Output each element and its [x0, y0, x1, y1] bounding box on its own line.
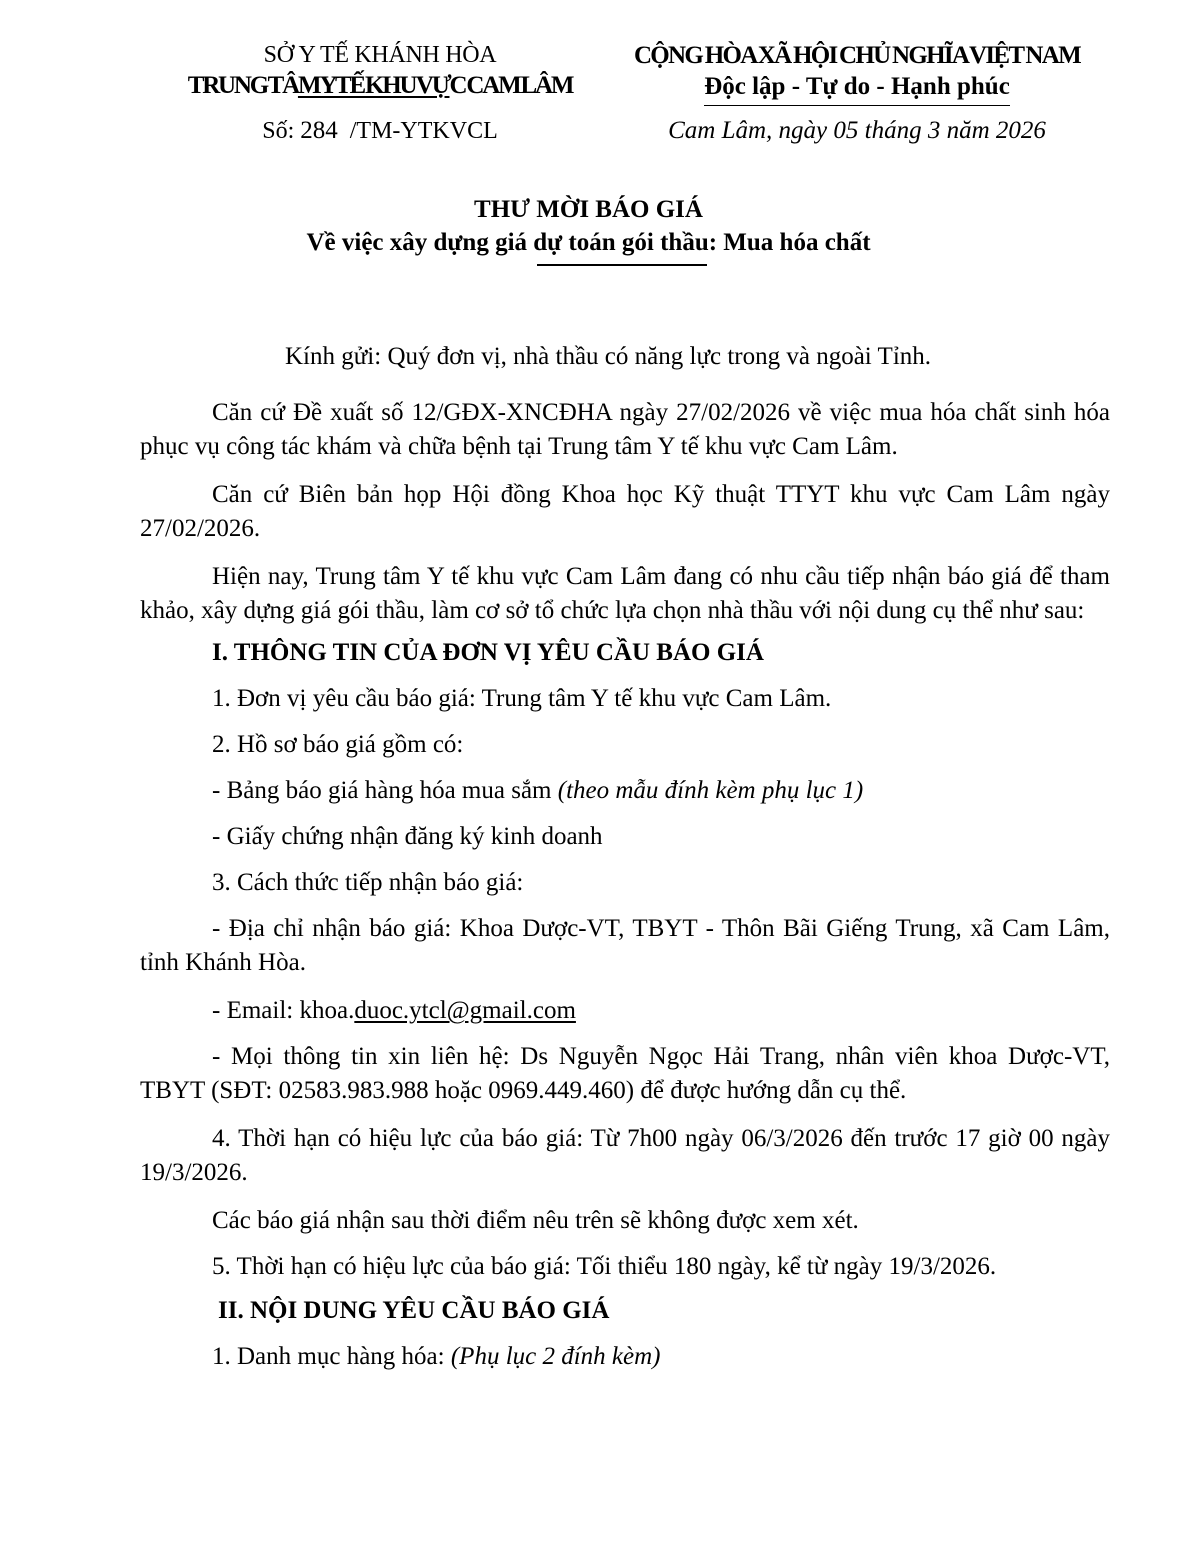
section-1-item-2b: - Giấy chứng nhận đăng ký kinh doanh: [212, 823, 603, 850]
address-paragraph: - Địa chỉ nhận báo giá: Khoa Dược-VT, TBYT - Thôn Bãi Giếng Trung, xã Cam Lâm, tỉnh Khánh Hòa.: [140, 915, 1110, 976]
organization-name: [150, 70, 610, 102]
national-motto: Độc lập - Tự do - Hạnh phúc: [704, 72, 1010, 106]
doc-number-value: 284: [300, 117, 338, 144]
item-2a-italic: (theo mẫu đính kèm phụ lục 1): [557, 777, 864, 804]
dateline: Cam Lâm, ngày 05 tháng 3 năm 2026: [668, 117, 1046, 144]
document-subtitle: Về việc xây dựng giá dự toán gói thầu: Mua hóa chất: [306, 229, 871, 256]
paragraph-request: Hiện nay, Trung tâm Y tế khu vực Cam Lâm đang có nhu cầu tiếp nhận báo giá để tham khảo, xây dựng giá gói thầu, làm cơ sở tổ chức lựa chọn nhà thầu với nội dung cụ thể như sau:: [140, 563, 1110, 624]
document-title: THƯ MỜI BÁO GIÁ: [474, 196, 703, 223]
item-2a-text: - Bảng báo giá hàng hóa mua sắm: [212, 777, 558, 804]
title-divider: [537, 264, 707, 266]
greeting: Kính gửi: Quý đơn vị, nhà thầu có năng lực trong và ngoài Tỉnh.: [285, 343, 932, 370]
email-label: - Email: khoa.: [212, 997, 355, 1024]
section-2-item-1-text: 1. Danh mục hàng hóa:: [212, 1343, 451, 1370]
agency-name: SỞ Y TẾ KHÁNH HÒA: [263, 42, 497, 68]
section-1-item-4: 4. Thời hạn có hiệu lực của báo giá: Từ 7h00 ngày 06/3/2026 đến trước 17 giờ 00 ngày 19/3/2026.: [140, 1125, 1110, 1186]
organization-prefix: TRUNG TÂ: [187, 72, 298, 99]
section-2-heading: II. NỘI DUNG YÊU CẦU BÁO GIÁ: [218, 1297, 610, 1324]
contact-paragraph: - Mọi thông tin xin liên hệ: Ds Nguyễn Ngọc Hải Trang, nhân viên khoa Dược-VT, TBYT (SĐT: 02583.983.988 hoặc 0969.449.460) để được hướng dẫn cụ thể.: [140, 1043, 1110, 1104]
document-body: [140, 340, 1110, 1386]
email-link[interactable]: duoc.ytcl@gmail.com: [354, 997, 576, 1024]
section-1-item-2a: [212, 774, 1110, 808]
doc-number-suffix: /TM-YTKVCL: [349, 118, 498, 144]
section-2-item-1: [212, 1340, 1110, 1374]
section-1-item-1: 1. Đơn vị yêu cầu báo giá: Trung tâm Y tế khu vực Cam Lâm.: [212, 685, 832, 712]
section-1-item-5: 5. Thời hạn có hiệu lực của báo giá: Tối thiểu 180 ngày, kể từ ngày 19/3/2026.: [212, 1253, 997, 1280]
section-1-heading: I. THÔNG TIN CỦA ĐƠN VỊ YÊU CẦU BÁO GIÁ: [212, 639, 764, 666]
section-2-item-1-italic: (Phụ lục 2 đính kèm): [450, 1343, 661, 1370]
issuer-block: [150, 40, 610, 146]
late-submission-note: Các báo giá nhận sau thời điểm nêu trên sẽ không được xem xét.: [212, 1207, 859, 1234]
section-1-item-3: 3. Cách thức tiếp nhận báo giá:: [212, 869, 524, 896]
organization-suffix: C CAM LÂM: [449, 72, 573, 99]
nation-title: CỘNG HÒA XÃ HỘI CHỦ NGHĨA VIỆT NAM: [633, 42, 1081, 69]
document-number: [150, 116, 610, 146]
email-line: [212, 994, 1110, 1028]
organization-underlined: M Y TẾ KHU VỰ: [297, 72, 450, 99]
national-header: [612, 40, 1102, 146]
doc-number-label: Số:: [262, 118, 295, 144]
paragraph-basis-proposal: Căn cứ Đề xuất số 12/GĐX-XNCĐHA ngày 27/02/2026 về việc mua hóa chất sinh hóa phục vụ công tác khám và chữa bệnh tại Trung tâm Y tế khu vực Cam Lâm.: [140, 399, 1110, 460]
section-1-item-2: 2. Hồ sơ báo giá gồm có:: [212, 731, 464, 758]
title-block: [0, 194, 1177, 260]
paragraph-basis-minutes: Căn cứ Biên bản họp Hội đồng Khoa học Kỹ thuật TTYT khu vực Cam Lâm ngày 27/02/2026.: [140, 481, 1110, 542]
